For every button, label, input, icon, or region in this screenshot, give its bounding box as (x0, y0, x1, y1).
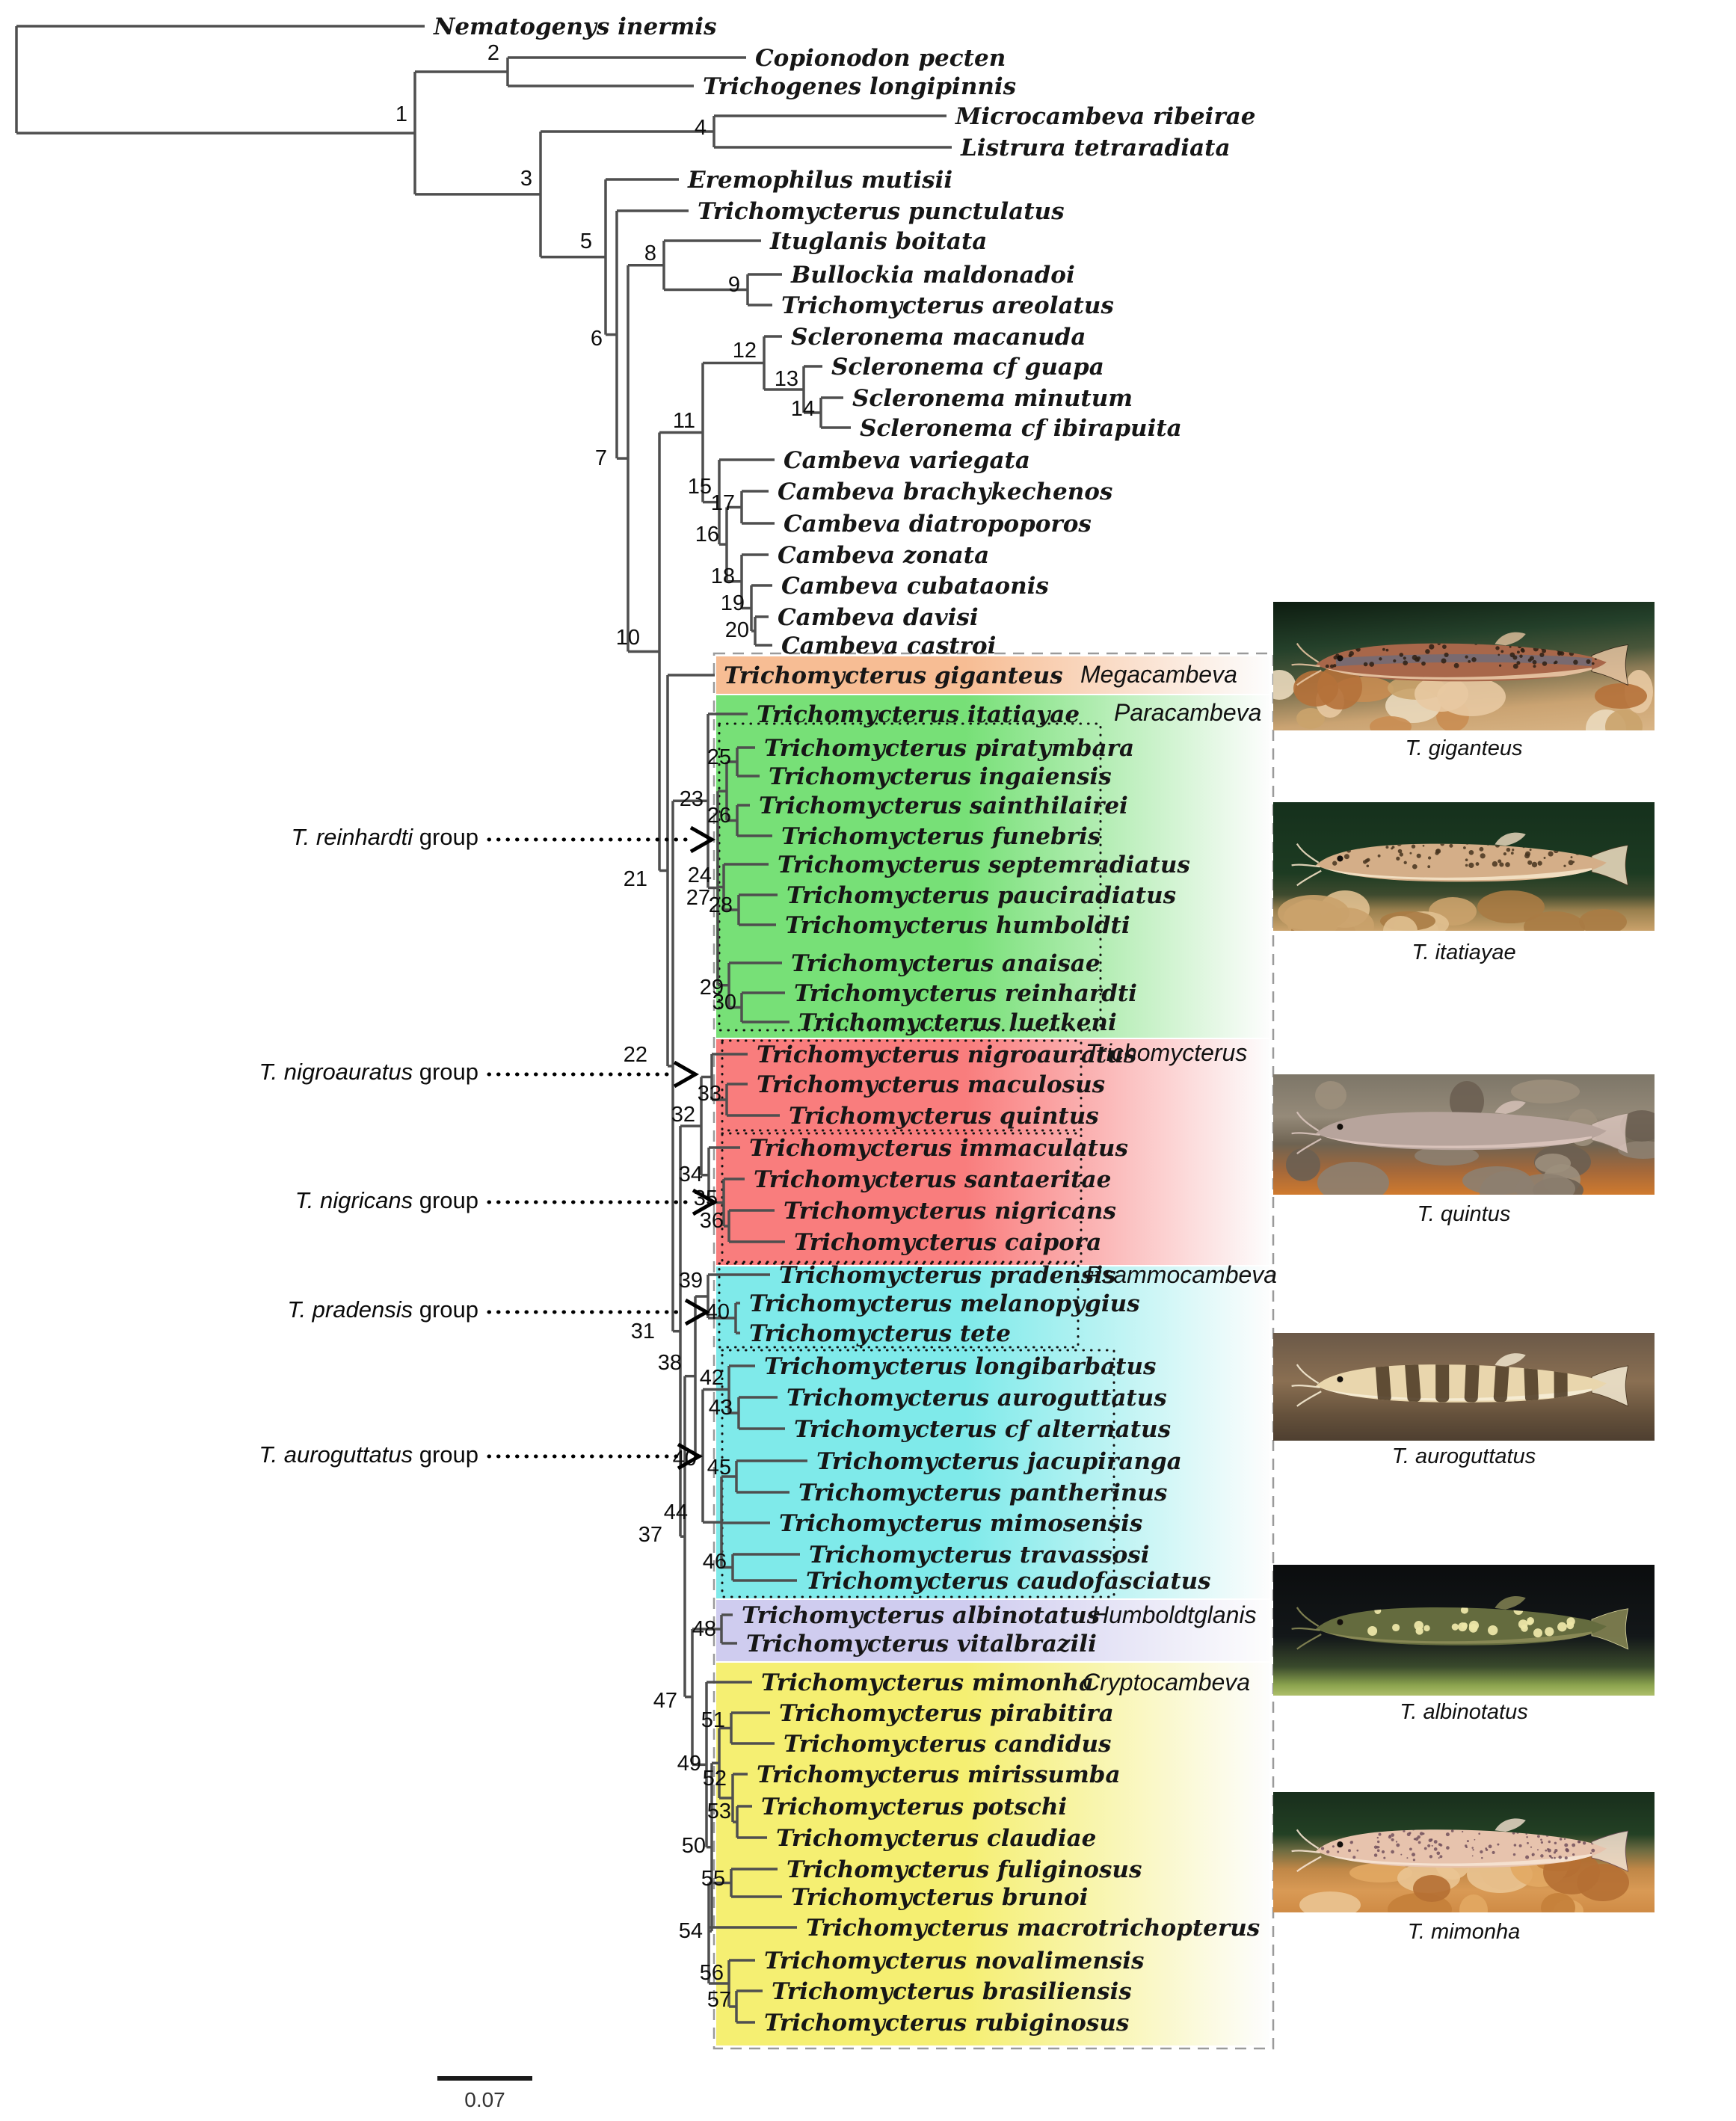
node-number-18: 18 (710, 564, 735, 588)
dorsal-fin (1495, 1818, 1525, 1832)
group-label-word: group (413, 1059, 478, 1085)
fish-photo-t--itatiayae (1273, 802, 1655, 931)
taxon-label: Trichomycterus mimonha (761, 1669, 1095, 1696)
fish-body-group (1292, 1353, 1628, 1406)
group-label-word: group (413, 1187, 478, 1213)
taxon-label: Copionodon pecten (755, 45, 1006, 72)
node-number-27: 27 (686, 886, 710, 910)
arrow-right-icon (674, 1062, 695, 1086)
group-label (259, 1059, 478, 1085)
taxon-label: Trichomycterus melanopygius (749, 1290, 1140, 1317)
group-label-word: group (413, 824, 478, 850)
node-number-40: 40 (672, 1447, 697, 1471)
taxon-label: Trichomycterus mimosensis (779, 1510, 1143, 1537)
taxon-label: Scleronema minutum (852, 385, 1133, 412)
node-number-30: 30 (712, 991, 736, 1015)
photo-caption: T. mimonha (1407, 1920, 1521, 1944)
group-label-word: group (413, 1296, 478, 1323)
node-number-12: 12 (732, 339, 757, 363)
node-number-31: 31 (630, 1320, 655, 1343)
pebble-shape (1477, 890, 1545, 923)
taxon-label: Cambeva davisi (778, 604, 979, 631)
node-number-22: 22 (623, 1043, 647, 1067)
node-number-26: 26 (707, 804, 731, 828)
fish-photo-t--quintus (1273, 1074, 1655, 1195)
group-label (259, 1441, 478, 1468)
node-number-2: 2 (487, 41, 499, 65)
taxon-label: Trichomycterus maculosus (757, 1071, 1106, 1098)
fish-eye (1337, 655, 1343, 661)
taxon-label: Cambeva variegata (784, 447, 1030, 474)
pebble-shape (1413, 1875, 1450, 1902)
group-label-species: T. auroguttatus (259, 1441, 413, 1468)
taxon-label: Eremophilus mutisii (688, 167, 953, 194)
fish-eye (1337, 1619, 1343, 1625)
node-number-14: 14 (790, 397, 815, 421)
node-number-51: 51 (701, 1708, 725, 1732)
group-label (292, 824, 478, 850)
taxon-label: Trichomycterus immaculatus (749, 1135, 1128, 1162)
taxon-label: Cambeva diatropoporos (784, 511, 1092, 538)
taxon-label: Scleronema cf guapa (831, 354, 1104, 381)
taxon-label: Scleronema macanuda (791, 324, 1086, 351)
taxon-label: Trichomycterus punctulatus (698, 198, 1065, 225)
fish-illustration (1273, 1333, 1655, 1441)
taxon-label: Trichomycterus reinhardti (794, 980, 1137, 1007)
node-number-6: 6 (590, 327, 603, 351)
node-number-20: 20 (724, 618, 749, 642)
photo-caption: T. quintus (1417, 1202, 1511, 1226)
taxon-label: Trichomycterus giganteus (724, 662, 1063, 689)
taxon-label: Trichomycterus albinotatus (742, 1602, 1101, 1629)
pebble-shape (1579, 909, 1627, 931)
group-label-species: T. pradensis (287, 1296, 413, 1323)
node-number-15: 15 (687, 475, 712, 499)
group-label (287, 1296, 478, 1323)
node-number-50: 50 (681, 1834, 706, 1858)
lateral-stripe (1336, 658, 1592, 662)
taxon-label: Trichomycterus mirissumba (757, 1761, 1121, 1788)
photo-caption: T. giganteus (1405, 736, 1523, 760)
taxon-label: Trichomycterus santaeritae (754, 1166, 1112, 1193)
node-number-44: 44 (663, 1500, 688, 1524)
node-number-29: 29 (699, 976, 724, 1000)
taxon-label: Trichomycterus vitalbrazili (746, 1631, 1097, 1657)
node-number-42: 42 (699, 1366, 724, 1390)
taxon-label: Trichomycterus nigricans (784, 1198, 1116, 1225)
node-number-4: 4 (694, 116, 707, 140)
fish-illustration (1273, 1792, 1655, 1912)
node-number-21: 21 (623, 867, 647, 891)
genus-label-trichomycterus: Trichomycterus (1086, 1039, 1248, 1066)
fish-eye (1337, 1124, 1343, 1130)
node-number-23: 23 (679, 787, 704, 811)
node-number-8: 8 (644, 241, 656, 265)
node-number-46: 46 (702, 1550, 727, 1574)
node-number-38: 38 (657, 1351, 682, 1375)
node-number-5: 5 (579, 230, 592, 253)
taxon-label: Trichomycterus novalimensis (764, 1948, 1145, 1974)
scale-bar-label: 0.07 (464, 2088, 505, 2111)
taxon-label: Cambeva zonata (778, 542, 990, 569)
taxon-label: Cambeva brachykechenos (778, 478, 1113, 505)
photo-caption: T. auroguttatus (1391, 1444, 1536, 1468)
pebble-shape (1315, 1081, 1346, 1109)
node-number-43: 43 (708, 1396, 733, 1420)
taxon-label: Trichomycterus humboldti (785, 912, 1130, 939)
pebble-shape (1459, 1894, 1488, 1912)
taxon-label: Trichomycterus nigroauratus (757, 1041, 1137, 1068)
taxon-label: Trichomycterus longibarbatus (764, 1353, 1157, 1380)
taxon-label: Listrura tetraradiata (961, 135, 1231, 161)
fish-illustration (1273, 602, 1655, 730)
fish-illustration (1273, 1565, 1655, 1696)
node-number-19: 19 (720, 591, 745, 615)
taxon-label: Trichomycterus candidus (784, 1731, 1112, 1758)
fish-photo-t--albinotatus (1273, 1565, 1655, 1696)
node-number-39: 39 (678, 1269, 703, 1293)
node-number-25: 25 (707, 745, 731, 769)
taxon-label: Trichomycterus travassosi (809, 1542, 1150, 1569)
taxon-label: Cambeva castroi (781, 632, 997, 659)
taxon-label: Trichomycterus caipora (794, 1229, 1102, 1256)
node-number-40: 40 (705, 1300, 730, 1324)
node-number-16: 16 (695, 523, 719, 547)
pebble-shape (1273, 670, 1296, 700)
group-label-species: T. nigricans (295, 1187, 413, 1213)
dorsal-fin (1495, 632, 1525, 646)
node-number-48: 48 (692, 1617, 716, 1641)
taxon-label: Trichomycterus jacupiranga (816, 1448, 1182, 1475)
group-label-word: group (413, 1441, 478, 1468)
node-number-1: 1 (395, 102, 407, 126)
taxon-label: Trichomycterus brunoi (791, 1884, 1089, 1911)
node-number-24: 24 (687, 864, 712, 887)
taxon-label: Trichomycterus tete (749, 1320, 1011, 1347)
taxon-label: Trichomycterus funebris (781, 823, 1101, 850)
group-label-species: T. nigroauratus (259, 1059, 413, 1085)
node-number-9: 9 (727, 273, 740, 297)
node-number-3: 3 (520, 167, 532, 191)
node-number-35: 35 (693, 1186, 718, 1210)
taxon-label: Microcambeva ribeirae (955, 103, 1256, 130)
taxon-label: Trichomycterus cf alternatus (794, 1416, 1172, 1443)
pebble-shape (1317, 1162, 1389, 1195)
taxon-label: Trichomycterus caudofasciatus (806, 1568, 1211, 1595)
taxon-label: Trichogenes longipinnis (703, 73, 1017, 100)
node-number-54: 54 (678, 1919, 703, 1943)
node-number-49: 49 (677, 1752, 701, 1776)
group-label-species: T. reinhardti (291, 824, 413, 850)
dorsal-fin (1495, 1353, 1525, 1367)
genus-label-humboldtglanis: Humboldtglanis (1092, 1601, 1257, 1628)
photo-caption: T. itatiayae (1412, 941, 1516, 964)
taxon-label: Trichomycterus quintus (789, 1103, 1099, 1130)
genus-label-psammocambeva: Psammocambeva (1086, 1261, 1278, 1288)
node-number-7: 7 (594, 446, 607, 470)
taxon-label: Trichomycterus potschi (761, 1794, 1068, 1820)
fish-photo-t--auroguttatus (1273, 1333, 1655, 1441)
taxon-label: Trichomycterus macrotrichopterus (806, 1915, 1261, 1942)
node-number-36: 36 (699, 1209, 724, 1233)
group-label (295, 1187, 478, 1213)
node-number-11: 11 (672, 409, 695, 433)
node-number-37: 37 (638, 1523, 662, 1547)
taxon-label: Trichomycterus pauciradiatus (787, 882, 1177, 909)
pebble-shape (1511, 1080, 1580, 1103)
fish-eye (1337, 1841, 1343, 1847)
node-number-53: 53 (707, 1800, 731, 1823)
dorsal-fin (1495, 1596, 1525, 1610)
node-number-55: 55 (701, 1867, 725, 1891)
taxon-label: Trichomycterus rubiginosus (764, 2010, 1130, 2037)
dorsal-fin (1495, 1100, 1525, 1114)
fish-eye (1337, 855, 1343, 861)
taxon-label: Trichomycterus sainthilairei (759, 792, 1128, 819)
node-number-47: 47 (653, 1689, 677, 1713)
node-number-17: 17 (710, 491, 735, 515)
taxon-label: Trichomycterus fuliginosus (787, 1856, 1142, 1883)
fish-illustration (1273, 802, 1655, 931)
node-number-56: 56 (699, 1961, 724, 1985)
pebble-shape (1541, 1893, 1575, 1912)
node-number-57: 57 (707, 1988, 731, 2012)
dorsal-fin (1495, 833, 1525, 846)
taxon-label: Trichomycterus pirabitira (779, 1700, 1114, 1727)
genus-label-cryptocambeva: Cryptocambeva (1083, 1669, 1251, 1696)
taxon-label: Trichomycterus luetkeni (798, 1009, 1117, 1036)
taxon-label: Bullockia maldonadoi (791, 262, 1075, 289)
taxon-label: Trichomycterus septemradiatus (778, 852, 1190, 878)
fish-photo-t--mimonha (1273, 1792, 1655, 1912)
taxon-label: Ituglanis boitata (770, 228, 988, 255)
node-number-34: 34 (678, 1163, 703, 1186)
node-number-45: 45 (707, 1456, 731, 1480)
node-number-13: 13 (774, 367, 798, 391)
taxon-label: Trichomycterus anaisae (791, 950, 1101, 977)
pebble-shape (1595, 683, 1647, 709)
pebble-shape (1299, 1891, 1361, 1912)
taxon-label: Trichomycterus brasiliensis (772, 1978, 1132, 2005)
taxon-label: Scleronema cf ibirapuita (860, 415, 1182, 442)
pebble-shape (1286, 1148, 1320, 1181)
taxon-label: Nematogenys inermis (434, 13, 717, 40)
taxon-label: Trichomycterus areolatus (781, 292, 1114, 319)
taxon-label: Trichomycterus piratymbara (764, 735, 1135, 762)
taxon-label: Trichomycterus claudiae (776, 1825, 1097, 1852)
taxon-label: Trichomycterus ingaiensis (769, 763, 1112, 790)
taxon-label: Trichomycterus pradensis (779, 1262, 1116, 1289)
taxon-label: Trichomycterus pantherinus (798, 1480, 1168, 1506)
genus-label-paracambeva: Paracambeva (1114, 699, 1262, 726)
fish-eye (1337, 1376, 1343, 1382)
fish-body-group (1292, 833, 1628, 886)
taxon-label: Trichomycterus itatiayae (757, 701, 1080, 728)
node-number-33: 33 (697, 1082, 721, 1106)
fish-photo-t--giganteus (1273, 602, 1655, 730)
genus-label-megacambeva: Megacambeva (1080, 661, 1237, 688)
node-number-52: 52 (702, 1767, 727, 1791)
fish-body-group (1292, 1596, 1628, 1649)
taxon-label: Cambeva cubataonis (781, 573, 1049, 600)
taxon-label: Trichomycterus auroguttatus (787, 1385, 1167, 1412)
photo-caption: T. albinotatus (1400, 1700, 1528, 1724)
node-number-10: 10 (615, 626, 640, 650)
node-number-32: 32 (671, 1103, 695, 1127)
fish-illustration (1273, 1074, 1655, 1195)
node-number-28: 28 (708, 893, 733, 917)
